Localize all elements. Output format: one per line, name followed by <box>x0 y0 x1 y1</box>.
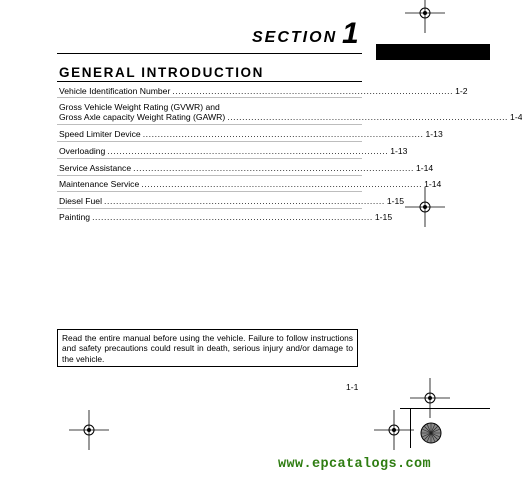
toc-entry-label: Speed Limiter Device <box>59 129 141 139</box>
dot-leader: .............................................................................................. <box>92 212 373 222</box>
toc-entry-label: Vehicle Identification Number <box>59 86 171 96</box>
dot-leader: .............................................................................................. <box>142 129 424 139</box>
toc-divider <box>57 141 362 142</box>
toc-entry[interactable] <box>59 146 408 156</box>
toc-entry-page: 1-13 <box>425 129 443 139</box>
footer-url[interactable]: www.epcatalogs.com <box>278 457 432 472</box>
toc-entry[interactable] <box>59 196 405 206</box>
registration-mark-icon <box>410 378 450 418</box>
dot-leader: .............................................................................................. <box>172 86 454 96</box>
toc-entry[interactable] <box>59 129 443 139</box>
toc-entry[interactable] <box>59 179 442 189</box>
toc-divider <box>57 158 362 159</box>
toc-divider <box>57 97 362 98</box>
toc-entry[interactable] <box>59 163 434 173</box>
registration-mark-icon <box>405 187 445 227</box>
dot-leader: .............................................................................................. <box>227 112 509 122</box>
toc-entry-label: Gross Axle capacity Weight Rating (GAWR) <box>59 112 226 122</box>
toc-entry-label: Service Assistance <box>59 163 132 173</box>
dot-leader: .............................................................................................. <box>104 196 385 206</box>
title-rule <box>57 81 362 82</box>
registration-mark-icon <box>69 410 109 450</box>
toc-entry-page: 1-15 <box>386 196 405 206</box>
toc-entry-page: 1-13 <box>390 146 408 156</box>
toc-entry-page: 1-14 <box>415 163 434 173</box>
toc-entry[interactable] <box>59 212 393 222</box>
toc-entry[interactable] <box>59 86 468 96</box>
section-rule <box>57 53 362 54</box>
toc-entry-label: Gross Vehicle Weight Rating (GVWR) and <box>59 102 220 112</box>
toc-entry-label: Diesel Fuel <box>59 196 102 206</box>
page-number: 1-1 <box>346 382 359 392</box>
crop-line <box>400 408 490 409</box>
toc-entry-page: 1-4 <box>510 112 522 122</box>
toc-divider <box>57 175 362 176</box>
toc-entry-label: Painting <box>59 212 91 222</box>
toc-divider <box>57 191 362 192</box>
section-tab-bar <box>376 44 490 60</box>
crop-line <box>410 408 411 448</box>
dot-leader: .............................................................................................. <box>107 146 389 156</box>
registration-mark-icon <box>405 0 445 33</box>
toc-entry-page: 1-2 <box>455 86 468 96</box>
toc-entry-label: Maintenance Service <box>59 179 140 189</box>
page-title: GENERAL INTRODUCTION <box>59 65 265 80</box>
section-label: SECTION <box>252 29 338 46</box>
warning-notice <box>57 329 358 367</box>
registration-mark-icon <box>374 410 414 450</box>
star-target-icon <box>420 422 442 444</box>
dot-leader: .............................................................................................. <box>141 179 423 189</box>
toc-entry-page: 1-15 <box>374 212 393 222</box>
toc-divider <box>57 208 362 209</box>
section-number: 1 <box>342 17 359 50</box>
toc-entry-page: 1-14 <box>424 179 442 189</box>
dot-leader: .............................................................................................. <box>133 163 414 173</box>
toc-entry[interactable] <box>59 102 522 122</box>
warning-text: Read the entire manual before using the vehicle. Failure to follow instructions and safety precautions could result in death, serious injury and/or damage to the vehicle. <box>62 333 353 364</box>
toc-divider <box>57 124 362 125</box>
toc-entry-label: Overloading <box>59 146 106 156</box>
